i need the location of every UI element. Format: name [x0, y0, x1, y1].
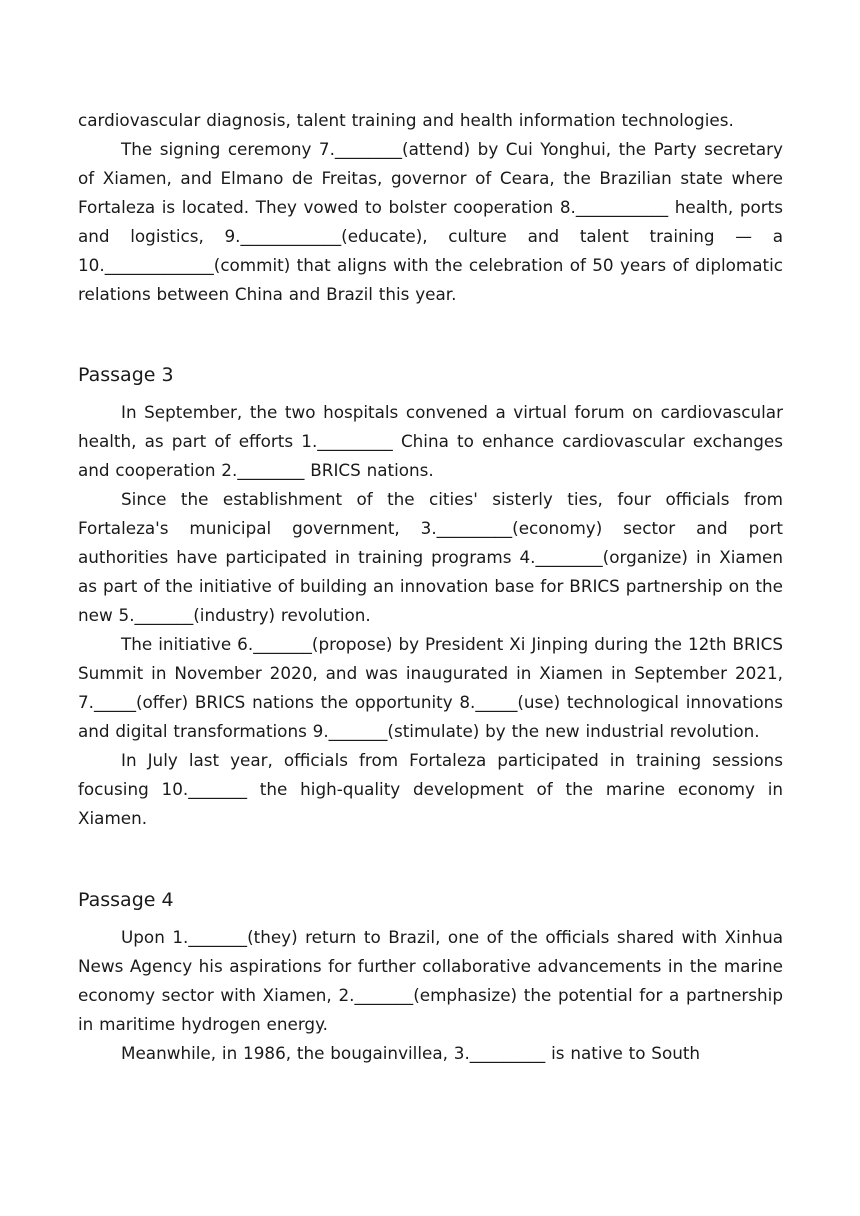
passage2-paragraph-1: cardiovascular diagnosis, talent training and health information technologies.: [78, 110, 734, 130]
passage4-paragraph-2: Meanwhile, in 1986, the bougainvillea, 3._________ is native to South: [121, 1043, 701, 1063]
passage4-paragraph-1: Upon 1._______(they) return to Brazil, one of the officials shared with Xinhua News Agency his aspirations for further collaborative advancements in the marine economy sector with Xiamen, 2._______(emphasize) the potential for a partnership in maritime hydrogen energy.: [78, 927, 783, 1034]
passage4-heading: Passage 4: [78, 889, 174, 911]
passage3-paragraph-1: In September, the two hospitals convened a virtual forum on cardiovascular health, as part of efforts 1._________ China to enhance cardiovascular exchanges and cooperation 2.________ BRICS nations.: [78, 402, 783, 480]
section-gap: [78, 833, 783, 886]
passage3-heading: Passage 3: [78, 364, 174, 386]
passage3-paragraph-4: In July last year, officials from Fortaleza participated in training sessions focusing 10._______ the high-quality development of the marine economy in Xiamen.: [78, 750, 783, 828]
passage3-paragraph-3: The initiative 6._______(propose) by President Xi Jinping during the 12th BRICS Summit in November 2020, and was inaugurated in Xiamen in September 2021, 7._____(offer) BRICS nations the opportunity 8._____(use) technological innovations and digital transformations 9._______(stimulate) by the new industrial revolution.: [78, 634, 783, 741]
passage3-paragraph-2: Since the establishment of the cities' sisterly ties, four officials from Fortaleza's municipal government, 3._________(economy) sector and port authorities have participated in training programs 4.________(organize) in Xiamen as part of the initiative of building an innovation base for BRICS partnership on the new 5._______(industry) revolution.: [78, 489, 783, 625]
passage2-paragraph-2: The signing ceremony 7.________(attend) by Cui Yonghui, the Party secretary of Xiamen, and Elmano de Freitas, governor of Ceara, the Brazilian state where Fortaleza is located. They vowed to bolster cooperation 8.___________ health, ports and logistics, 9.____________(educate), culture and talent training — a 10._____________(commit) that aligns with the celebration of 50 years of diplomatic relations between China and Brazil this year.: [78, 139, 783, 304]
document-page: [78, 106, 783, 1068]
section-gap: [78, 309, 783, 361]
